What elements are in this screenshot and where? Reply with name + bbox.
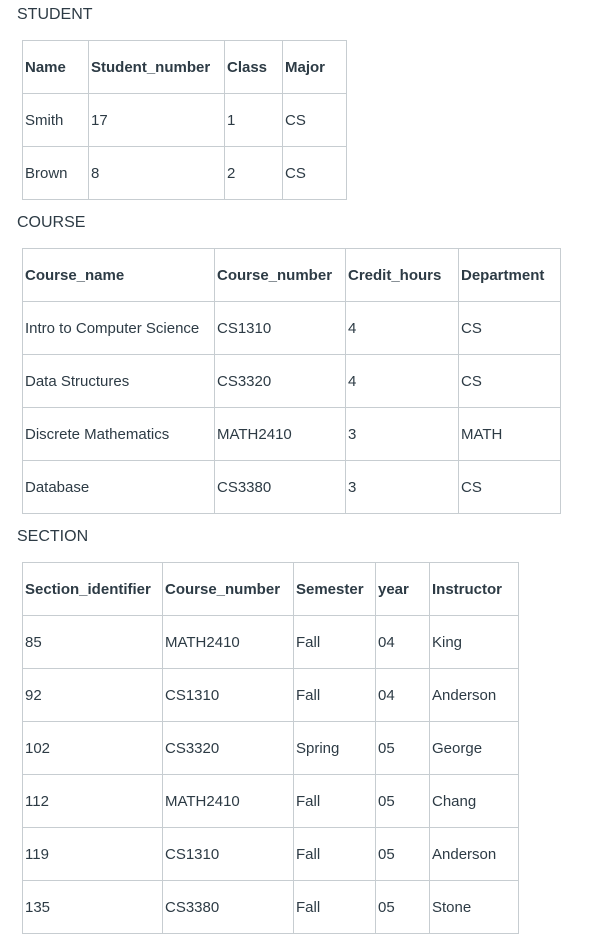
- table-cell: 3: [346, 408, 459, 461]
- table-cell: CS3380: [163, 881, 294, 934]
- table-cell: CS: [459, 461, 561, 514]
- table-cell: Fall: [294, 669, 376, 722]
- table-cell: CS1310: [163, 669, 294, 722]
- table-cell: 119: [23, 828, 163, 881]
- table-cell: Fall: [294, 828, 376, 881]
- table-row: [23, 775, 519, 828]
- table-cell: Fall: [294, 616, 376, 669]
- column-header: Department: [459, 249, 561, 302]
- table-cell: Anderson: [430, 828, 519, 881]
- column-header: Section_identifier: [23, 563, 163, 616]
- course-table-title: COURSE: [17, 214, 86, 231]
- table-cell: 4: [346, 355, 459, 408]
- table-cell: 05: [376, 775, 430, 828]
- table-row: [23, 722, 519, 775]
- table-cell: 8: [89, 147, 225, 200]
- table-row: [23, 355, 561, 408]
- table-cell: CS: [283, 147, 347, 200]
- table-cell: 1: [225, 94, 283, 147]
- table-cell: 17: [89, 94, 225, 147]
- column-header: Course_name: [23, 249, 215, 302]
- table-cell: Stone: [430, 881, 519, 934]
- column-header: Course_number: [163, 563, 294, 616]
- table-cell: Intro to Computer Science: [23, 302, 215, 355]
- table-cell: Smith: [23, 94, 89, 147]
- table-cell: 04: [376, 669, 430, 722]
- table-cell: CS1310: [215, 302, 346, 355]
- table-cell: CS: [459, 355, 561, 408]
- table-row: [23, 881, 519, 934]
- table-row: [23, 147, 347, 200]
- course-table: [22, 248, 561, 514]
- table-cell: 04: [376, 616, 430, 669]
- table-cell: Fall: [294, 881, 376, 934]
- table-cell: Spring: [294, 722, 376, 775]
- table-row: [23, 616, 519, 669]
- table-cell: 102: [23, 722, 163, 775]
- table-cell: CS3320: [215, 355, 346, 408]
- table-cell: Brown: [23, 147, 89, 200]
- table-cell: 05: [376, 722, 430, 775]
- table-cell: MATH2410: [163, 775, 294, 828]
- table-row: [23, 302, 561, 355]
- table-cell: 92: [23, 669, 163, 722]
- table-row: [23, 828, 519, 881]
- table-cell: Fall: [294, 775, 376, 828]
- table-cell: George: [430, 722, 519, 775]
- column-header: year: [376, 563, 430, 616]
- table-cell: Discrete Mathematics: [23, 408, 215, 461]
- column-header: Class: [225, 41, 283, 94]
- table-row: [23, 669, 519, 722]
- table-cell: CS: [459, 302, 561, 355]
- column-header: Course_number: [215, 249, 346, 302]
- table-header-row: [23, 41, 347, 94]
- table-header-row: [23, 249, 561, 302]
- table-cell: Chang: [430, 775, 519, 828]
- table-row: [23, 94, 347, 147]
- table-row: [23, 408, 561, 461]
- section-table: [22, 562, 519, 934]
- table-cell: CS3380: [215, 461, 346, 514]
- table-cell: 112: [23, 775, 163, 828]
- column-header: Student_number: [89, 41, 225, 94]
- column-header: Semester: [294, 563, 376, 616]
- table-cell: Data Structures: [23, 355, 215, 408]
- table-cell: Database: [23, 461, 215, 514]
- table-cell: CS3320: [163, 722, 294, 775]
- table-row: [23, 461, 561, 514]
- table-cell: CS: [283, 94, 347, 147]
- table-cell: 05: [376, 828, 430, 881]
- table-cell: 05: [376, 881, 430, 934]
- table-cell: 3: [346, 461, 459, 514]
- table-cell: 85: [23, 616, 163, 669]
- column-header: Credit_hours: [346, 249, 459, 302]
- table-cell: MATH2410: [215, 408, 346, 461]
- table-cell: MATH: [459, 408, 561, 461]
- table-cell: King: [430, 616, 519, 669]
- table-cell: MATH2410: [163, 616, 294, 669]
- table-cell: 135: [23, 881, 163, 934]
- column-header: Instructor: [430, 563, 519, 616]
- student-table: [22, 40, 347, 200]
- table-cell: Anderson: [430, 669, 519, 722]
- table-cell: 4: [346, 302, 459, 355]
- table-cell: CS1310: [163, 828, 294, 881]
- column-header: Major: [283, 41, 347, 94]
- section-table-title: SECTION: [17, 528, 89, 545]
- student-table-title: STUDENT: [17, 6, 93, 23]
- table-cell: 2: [225, 147, 283, 200]
- table-header-row: [23, 563, 519, 616]
- column-header: Name: [23, 41, 89, 94]
